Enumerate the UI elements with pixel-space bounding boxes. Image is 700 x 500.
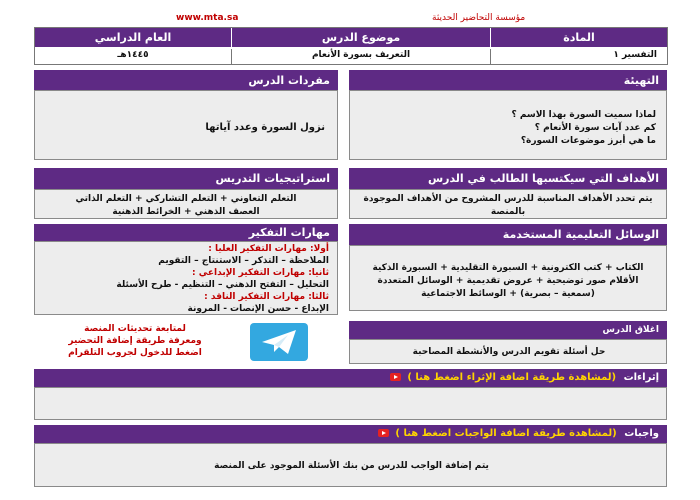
enrichment-title: إثراءات (623, 372, 659, 383)
vocab-text: نزول السورة وعدد آياتها (205, 122, 325, 133)
header-year: العام الدراسي (94, 31, 172, 44)
header-topic: موضوع الدرس (231, 28, 491, 47)
org-name: مؤسسة التحاضير الحديثة (432, 13, 526, 23)
homework-link[interactable]: (لمشاهدة طريقة اضافة الواجبات اضغط هنا ) (395, 428, 617, 439)
enrichment-header (34, 369, 667, 387)
thinking-body (34, 241, 338, 315)
vocab-header: مفردات الدرس (34, 70, 338, 90)
value-topic: التعريف بسورة الأنعام (231, 49, 491, 64)
paper-plane-icon (250, 323, 308, 361)
intro-line-2: كم عدد آيات سورة الأنعام ؟ (534, 123, 656, 133)
closing-header: اغلاق الدرس (349, 321, 667, 339)
info-table (34, 27, 668, 65)
strategies-header: استراتيجيات التدريس (34, 168, 338, 189)
promo-line-2: ومعرفة طريقة إضافة التحضير (68, 336, 202, 346)
telegram-icon[interactable] (250, 323, 308, 361)
thinking-creative-label: ثانيا: مهارات التفكير الإبداعي : (192, 268, 329, 278)
value-subject: التفسير ١ (613, 50, 657, 60)
goals-line-2: بالمنصة (490, 207, 526, 217)
intro-line-1: لماذا سميت السورة بهذا الاسم ؟ (511, 110, 656, 120)
strategies-line-1: التعلم التعاوني + التعلم التشاركي + التعلم الذاتي (75, 194, 297, 204)
thinking-critical-text: الإبداع - حسن الإنصات - المرونة (187, 304, 329, 314)
homework-title: واجبات (624, 428, 659, 439)
thinking-critical-label: ثالثا: مهارات التفكير الناقد : (204, 292, 329, 302)
goals-body (349, 189, 667, 219)
strategies-line-2: العصف الذهني + الخرائط الذهنية (112, 207, 260, 217)
thinking-header: مهارات التفكير (34, 224, 338, 241)
resources-line-3: (سمعية – بصرية) + الوسائط الاجتماعية (421, 289, 595, 299)
info-header-row (35, 28, 667, 47)
thinking-creative-text: التحليل – التفتح الذهني – التنظيم - طرح الأسئلة (116, 280, 329, 290)
intro-line-3: ما هي أبرز موضوعات السورة؟ (520, 136, 656, 146)
promo-line-3: اضغط للدخول لجروب التلقرام (68, 348, 202, 358)
thinking-high-label: أولا: مهارات التفكير العليا : (208, 244, 329, 254)
value-year: ١٤٤٥هـ (117, 50, 149, 60)
closing-body (349, 339, 667, 364)
homework-text: يتم إضافة الواجب للدرس من بنك الأسئلة الموجود على المنصة (214, 461, 489, 471)
telegram-promo-text[interactable] (60, 323, 210, 359)
closing-text: حل أسئلة تقويم الدرس والأنشطة المصاحبة (412, 347, 606, 357)
promo-line-1: لمتابعة تحديثات المنصة (84, 324, 186, 334)
youtube-icon[interactable] (378, 429, 389, 437)
enrichment-link[interactable]: (لمشاهدة طريقة اضافة الإثراء اضغط هنا ) (407, 372, 617, 383)
intro-body (349, 90, 667, 160)
strategies-body (34, 189, 338, 219)
resources-header: الوسائل التعليمية المستخدمة (349, 224, 667, 245)
homework-body (34, 443, 667, 487)
vocab-body (34, 90, 338, 160)
enrichment-body (34, 387, 667, 420)
resources-line-2: الأقلام صور توضيحية + عروض تقديمية + الوسائل المتعددة (377, 276, 639, 286)
header-subject: المادة (563, 31, 595, 44)
thinking-high-text: الملاحظة – التذكر – الاستنتاج – التقويم (158, 256, 329, 266)
goals-line-1: يتم تحدد الأهداف المناسبة للدرس المشروح من الأهداف الموجودة (363, 194, 653, 204)
youtube-icon[interactable] (390, 373, 401, 381)
site-url[interactable]: www.mta.sa (176, 13, 239, 23)
info-value-row (35, 47, 667, 64)
resources-body (349, 245, 667, 311)
goals-header: الأهداف التي سيكتسبها الطالب في الدرس (349, 168, 667, 189)
resources-line-1: الكتاب + كتب الكترونية + السبورة التقليدية + السبورة الذكية (372, 263, 644, 273)
intro-header: التهيئة (349, 70, 667, 90)
homework-header (34, 425, 667, 443)
